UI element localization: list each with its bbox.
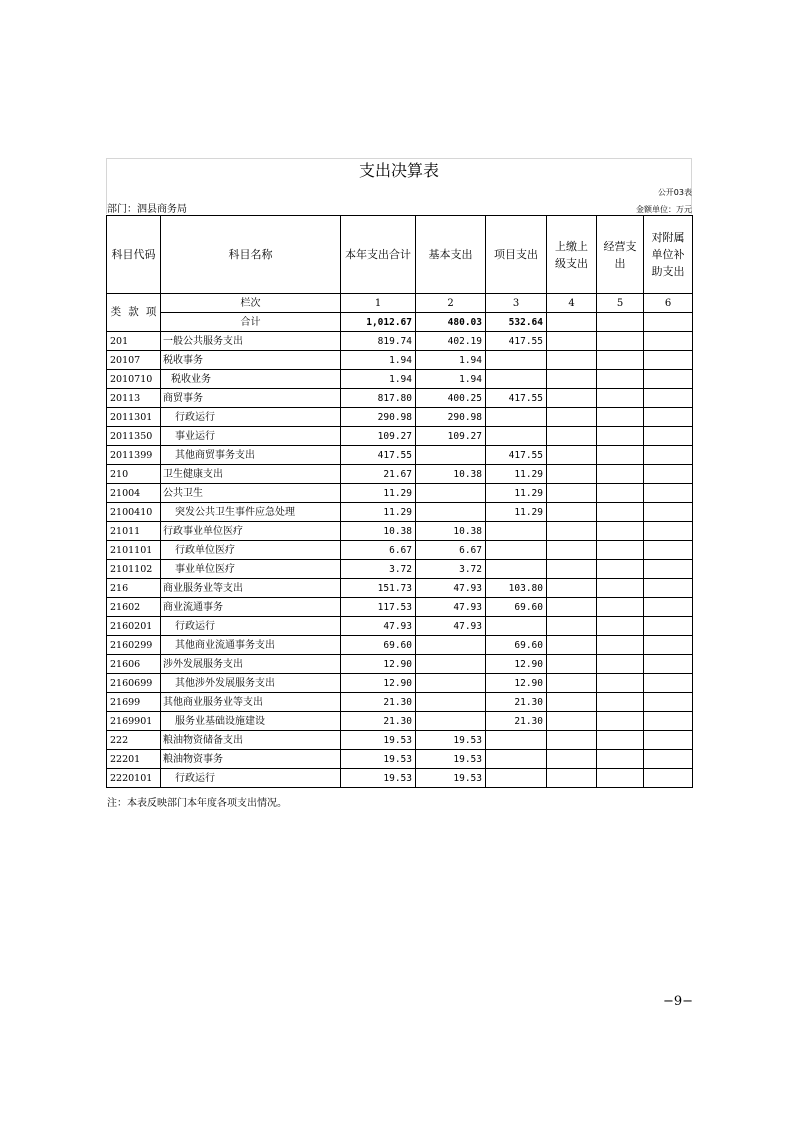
col-number: 2 bbox=[416, 294, 486, 313]
row-project: 21.30 bbox=[486, 693, 547, 712]
class-label: 类 bbox=[110, 306, 122, 318]
row-total: 47.93 bbox=[341, 617, 416, 636]
row-name: 行政运行 bbox=[161, 769, 341, 788]
row-total: 12.90 bbox=[341, 674, 416, 693]
row-business bbox=[597, 370, 644, 389]
row-subsidy bbox=[644, 750, 693, 769]
row-subsidy bbox=[644, 446, 693, 465]
row-project bbox=[486, 750, 547, 769]
row-subsidy bbox=[644, 655, 693, 674]
row-total: 817.80 bbox=[341, 389, 416, 408]
empty-cell bbox=[547, 313, 597, 332]
row-business bbox=[597, 332, 644, 351]
row-project: 11.29 bbox=[486, 503, 547, 522]
row-name: 卫生健康支出 bbox=[161, 465, 341, 484]
header-subsidy: 对附属单位补助支出 bbox=[644, 216, 693, 294]
table-row bbox=[107, 465, 693, 484]
row-business bbox=[597, 693, 644, 712]
row-name: 商贸事务 bbox=[161, 389, 341, 408]
row-upper bbox=[547, 427, 597, 446]
header-upper: 上缴上级支出 bbox=[547, 216, 597, 294]
row-basic: 19.53 bbox=[416, 731, 486, 750]
row-code: 21699 bbox=[107, 693, 161, 712]
row-subsidy bbox=[644, 598, 693, 617]
row-business bbox=[597, 503, 644, 522]
row-subsidy bbox=[644, 351, 693, 370]
row-code: 21011 bbox=[107, 522, 161, 541]
row-name: 商业流通事务 bbox=[161, 598, 341, 617]
row-project: 69.60 bbox=[486, 598, 547, 617]
row-project bbox=[486, 522, 547, 541]
row-total: 1.94 bbox=[341, 351, 416, 370]
row-upper bbox=[547, 712, 597, 731]
row-basic bbox=[416, 484, 486, 503]
form-number: 公开03表 bbox=[657, 188, 692, 197]
row-basic bbox=[416, 693, 486, 712]
row-basic bbox=[416, 674, 486, 693]
row-subsidy bbox=[644, 674, 693, 693]
row-basic: 109.27 bbox=[416, 427, 486, 446]
table-row bbox=[107, 712, 693, 731]
row-code: 2010710 bbox=[107, 370, 161, 389]
row-upper bbox=[547, 731, 597, 750]
row-basic bbox=[416, 503, 486, 522]
row-project bbox=[486, 731, 547, 750]
row-total: 69.60 bbox=[341, 636, 416, 655]
row-basic: 47.93 bbox=[416, 598, 486, 617]
row-code: 2160201 bbox=[107, 617, 161, 636]
row-code: 2101102 bbox=[107, 560, 161, 579]
row-project bbox=[486, 408, 547, 427]
row-business bbox=[597, 351, 644, 370]
row-code: 2100410 bbox=[107, 503, 161, 522]
total-sum: 1,012.67 bbox=[341, 313, 416, 332]
row-code: 2160299 bbox=[107, 636, 161, 655]
row-subsidy bbox=[644, 389, 693, 408]
row-basic bbox=[416, 636, 486, 655]
row-project: 11.29 bbox=[486, 484, 547, 503]
row-name: 突发公共卫生事件应急处理 bbox=[161, 503, 341, 522]
row-total: 109.27 bbox=[341, 427, 416, 446]
unit-label: 金额单位：万元 bbox=[636, 205, 692, 214]
row-total: 21.30 bbox=[341, 712, 416, 731]
row-name: 行政事业单位医疗 bbox=[161, 522, 341, 541]
row-upper bbox=[547, 750, 597, 769]
row-business bbox=[597, 750, 644, 769]
row-project: 11.29 bbox=[486, 465, 547, 484]
row-project: 12.90 bbox=[486, 674, 547, 693]
table-row bbox=[107, 351, 693, 370]
row-code: 222 bbox=[107, 731, 161, 750]
row-subsidy bbox=[644, 560, 693, 579]
header-code: 科目代码 bbox=[107, 216, 161, 294]
total-label: 合计 bbox=[161, 313, 341, 332]
row-subsidy bbox=[644, 712, 693, 731]
table-row bbox=[107, 370, 693, 389]
row-subsidy bbox=[644, 484, 693, 503]
row-business bbox=[597, 674, 644, 693]
table-row bbox=[107, 617, 693, 636]
row-basic bbox=[416, 712, 486, 731]
row-code: 20107 bbox=[107, 351, 161, 370]
row-name: 行政单位医疗 bbox=[161, 541, 341, 560]
row-code: 21606 bbox=[107, 655, 161, 674]
row-code: 2160699 bbox=[107, 674, 161, 693]
row-total: 151.73 bbox=[341, 579, 416, 598]
row-total: 290.98 bbox=[341, 408, 416, 427]
col-number: 5 bbox=[597, 294, 644, 313]
row-upper bbox=[547, 522, 597, 541]
row-total: 3.72 bbox=[341, 560, 416, 579]
row-upper bbox=[547, 541, 597, 560]
table-row bbox=[107, 731, 693, 750]
row-upper bbox=[547, 351, 597, 370]
row-project bbox=[486, 769, 547, 788]
row-upper bbox=[547, 408, 597, 427]
row-basic: 1.94 bbox=[416, 351, 486, 370]
row-name: 税收业务 bbox=[161, 370, 341, 389]
row-subsidy bbox=[644, 636, 693, 655]
row-total: 10.38 bbox=[341, 522, 416, 541]
table-row bbox=[107, 484, 693, 503]
table-row bbox=[107, 389, 693, 408]
table-row bbox=[107, 560, 693, 579]
table-row bbox=[107, 408, 693, 427]
table-row bbox=[107, 522, 693, 541]
row-project bbox=[486, 560, 547, 579]
row-project bbox=[486, 541, 547, 560]
header-business: 经营支出 bbox=[597, 216, 644, 294]
row-name: 税收事务 bbox=[161, 351, 341, 370]
row-upper bbox=[547, 598, 597, 617]
row-name: 行政运行 bbox=[161, 617, 341, 636]
header-row bbox=[107, 216, 693, 294]
row-name: 其他商业流通事务支出 bbox=[161, 636, 341, 655]
table-row bbox=[107, 769, 693, 788]
row-upper bbox=[547, 465, 597, 484]
row-business bbox=[597, 389, 644, 408]
row-business bbox=[597, 446, 644, 465]
row-project: 12.90 bbox=[486, 655, 547, 674]
row-subsidy bbox=[644, 731, 693, 750]
row-basic: 402.19 bbox=[416, 332, 486, 351]
empty-cell bbox=[644, 313, 693, 332]
row-upper bbox=[547, 332, 597, 351]
row-upper bbox=[547, 560, 597, 579]
total-row bbox=[107, 313, 693, 332]
row-upper bbox=[547, 503, 597, 522]
row-name: 商业服务业等支出 bbox=[161, 579, 341, 598]
row-basic: 10.38 bbox=[416, 465, 486, 484]
header-basic: 基本支出 bbox=[416, 216, 486, 294]
row-code: 2011350 bbox=[107, 427, 161, 446]
row-subsidy bbox=[644, 522, 693, 541]
row-basic: 400.25 bbox=[416, 389, 486, 408]
row-business bbox=[597, 598, 644, 617]
row-name: 一般公共服务支出 bbox=[161, 332, 341, 351]
row-basic bbox=[416, 446, 486, 465]
row-project: 21.30 bbox=[486, 712, 547, 731]
table-row bbox=[107, 446, 693, 465]
table-row bbox=[107, 598, 693, 617]
row-total: 12.90 bbox=[341, 655, 416, 674]
row-project bbox=[486, 370, 547, 389]
row-business bbox=[597, 541, 644, 560]
row-name: 服务业基础设施建设 bbox=[161, 712, 341, 731]
row-name: 粮油物资事务 bbox=[161, 750, 341, 769]
row-upper bbox=[547, 674, 597, 693]
column-index-label: 栏次 bbox=[161, 294, 341, 313]
row-subsidy bbox=[644, 465, 693, 484]
row-total: 19.53 bbox=[341, 769, 416, 788]
table-row bbox=[107, 541, 693, 560]
row-upper bbox=[547, 370, 597, 389]
row-code: 201 bbox=[107, 332, 161, 351]
row-business bbox=[597, 769, 644, 788]
row-basic: 3.72 bbox=[416, 560, 486, 579]
row-business bbox=[597, 579, 644, 598]
table-row bbox=[107, 427, 693, 446]
row-project: 417.55 bbox=[486, 389, 547, 408]
row-name: 行政运行 bbox=[161, 408, 341, 427]
row-total: 117.53 bbox=[341, 598, 416, 617]
table-row bbox=[107, 503, 693, 522]
header-name: 科目名称 bbox=[161, 216, 341, 294]
row-basic bbox=[416, 655, 486, 674]
row-basic: 290.98 bbox=[416, 408, 486, 427]
row-upper bbox=[547, 484, 597, 503]
row-project bbox=[486, 351, 547, 370]
row-code: 210 bbox=[107, 465, 161, 484]
row-total: 19.53 bbox=[341, 731, 416, 750]
row-basic: 19.53 bbox=[416, 769, 486, 788]
header-project: 项目支出 bbox=[486, 216, 547, 294]
row-business bbox=[597, 617, 644, 636]
table-row bbox=[107, 674, 693, 693]
row-total: 19.53 bbox=[341, 750, 416, 769]
row-subsidy bbox=[644, 769, 693, 788]
empty-cell bbox=[597, 313, 644, 332]
row-code: 2169901 bbox=[107, 712, 161, 731]
row-subsidy bbox=[644, 693, 693, 712]
row-upper bbox=[547, 655, 597, 674]
row-upper bbox=[547, 693, 597, 712]
row-code: 2011301 bbox=[107, 408, 161, 427]
row-project: 69.60 bbox=[486, 636, 547, 655]
row-project: 417.55 bbox=[486, 446, 547, 465]
section-label: 款 bbox=[128, 306, 139, 318]
item-label: 项 bbox=[145, 306, 157, 318]
table-row bbox=[107, 655, 693, 674]
row-upper bbox=[547, 446, 597, 465]
row-basic: 47.93 bbox=[416, 579, 486, 598]
row-total: 21.30 bbox=[341, 693, 416, 712]
row-name: 粮油物资储备支出 bbox=[161, 731, 341, 750]
row-code: 216 bbox=[107, 579, 161, 598]
row-basic: 19.53 bbox=[416, 750, 486, 769]
row-business bbox=[597, 655, 644, 674]
row-basic: 10.38 bbox=[416, 522, 486, 541]
table-row bbox=[107, 750, 693, 769]
row-upper bbox=[547, 389, 597, 408]
footnote: 注：本表反映部门本年度各项支出情况。 bbox=[107, 798, 287, 809]
row-code: 22201 bbox=[107, 750, 161, 769]
row-code: 2220101 bbox=[107, 769, 161, 788]
row-business bbox=[597, 560, 644, 579]
total-basic: 480.03 bbox=[416, 313, 486, 332]
sub-class-cell bbox=[107, 294, 161, 332]
row-upper bbox=[547, 769, 597, 788]
col-number: 6 bbox=[644, 294, 693, 313]
row-business bbox=[597, 636, 644, 655]
expenditure-table bbox=[106, 215, 693, 788]
table-row bbox=[107, 579, 693, 598]
row-total: 11.29 bbox=[341, 503, 416, 522]
col-number: 4 bbox=[547, 294, 597, 313]
row-code: 21004 bbox=[107, 484, 161, 503]
department-label: 部门：泗县商务局 bbox=[107, 204, 187, 215]
col-number: 1 bbox=[341, 294, 416, 313]
row-name: 其他商贸事务支出 bbox=[161, 446, 341, 465]
table-row bbox=[107, 693, 693, 712]
row-subsidy bbox=[644, 332, 693, 351]
row-name: 公共卫生 bbox=[161, 484, 341, 503]
row-code: 20113 bbox=[107, 389, 161, 408]
row-total: 819.74 bbox=[341, 332, 416, 351]
column-index-row bbox=[107, 294, 693, 313]
row-project: 417.55 bbox=[486, 332, 547, 351]
row-business bbox=[597, 408, 644, 427]
row-business bbox=[597, 484, 644, 503]
row-subsidy bbox=[644, 617, 693, 636]
row-subsidy bbox=[644, 408, 693, 427]
table-title: 支出决算表 bbox=[358, 161, 439, 180]
page-number: −9− bbox=[662, 994, 693, 1009]
row-upper bbox=[547, 617, 597, 636]
row-code: 2101101 bbox=[107, 541, 161, 560]
row-basic: 1.94 bbox=[416, 370, 486, 389]
row-project bbox=[486, 617, 547, 636]
row-business bbox=[597, 522, 644, 541]
row-code: 21602 bbox=[107, 598, 161, 617]
row-subsidy bbox=[644, 427, 693, 446]
row-project bbox=[486, 427, 547, 446]
row-total: 21.67 bbox=[341, 465, 416, 484]
row-name: 其他商业服务业等支出 bbox=[161, 693, 341, 712]
row-upper bbox=[547, 636, 597, 655]
row-business bbox=[597, 731, 644, 750]
row-subsidy bbox=[644, 503, 693, 522]
row-name: 事业运行 bbox=[161, 427, 341, 446]
total-project: 532.64 bbox=[486, 313, 547, 332]
row-total: 11.29 bbox=[341, 484, 416, 503]
row-name: 涉外发展服务支出 bbox=[161, 655, 341, 674]
row-upper bbox=[547, 579, 597, 598]
header-total: 本年支出合计 bbox=[341, 216, 416, 294]
row-subsidy bbox=[644, 579, 693, 598]
col-number: 3 bbox=[486, 294, 547, 313]
row-name: 其他涉外发展服务支出 bbox=[161, 674, 341, 693]
row-subsidy bbox=[644, 541, 693, 560]
table-row bbox=[107, 332, 693, 351]
row-name: 事业单位医疗 bbox=[161, 560, 341, 579]
row-total: 6.67 bbox=[341, 541, 416, 560]
row-total: 1.94 bbox=[341, 370, 416, 389]
row-code: 2011399 bbox=[107, 446, 161, 465]
table-row bbox=[107, 636, 693, 655]
row-subsidy bbox=[644, 370, 693, 389]
row-basic: 6.67 bbox=[416, 541, 486, 560]
row-project: 103.80 bbox=[486, 579, 547, 598]
row-business bbox=[597, 427, 644, 446]
row-business bbox=[597, 465, 644, 484]
row-basic: 47.93 bbox=[416, 617, 486, 636]
row-business bbox=[597, 712, 644, 731]
row-total: 417.55 bbox=[341, 446, 416, 465]
